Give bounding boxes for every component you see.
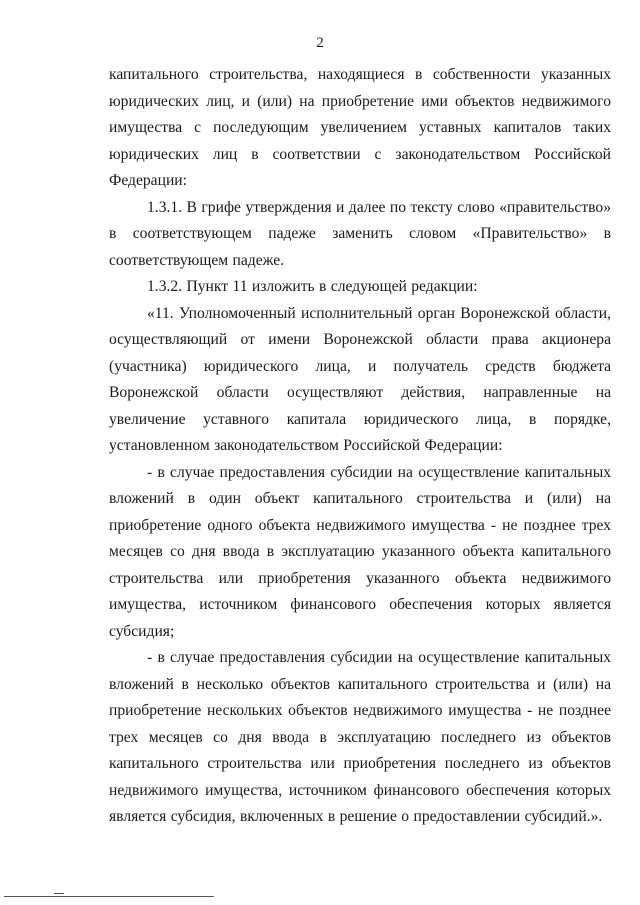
paragraph-continuation: капитального строительства, находящиеся в собственности указанных юридических лиц, и (или) на приобретение ими объектов недвижимого имущества с последующим увеличением уставных капиталов таких юридических лиц в соответствии с законодательством Российской Федерации: <box>109 66 611 189</box>
paragraph-bullet-one-object: - в случае предоставления субсидии на осуществление капитальных вложений в один объект капитального строительства и (или) на приобретение одного объекта недвижимого имущества - не позднее трех месяцев со дня ввода в эксплуатацию указанного объекта капитального строительства или приобретения указанного объекта недвижимого имущества, источником финансового обеспечения которых является субсидия; <box>109 463 611 640</box>
footer-divider-mark <box>54 893 64 894</box>
document-body <box>109 62 611 831</box>
paragraph-point-11: «11. Уполномоченный исполнительный орган Воронежской области, осуществляющий от имени Воронежской области права акционера (участника) юридического лица, и получатель средств бюджета Воронежской области осуществляют действия, направленные на увеличение уставного капитала юридического лица, в порядке, установленном законодательством Российской Федерации: <box>109 304 611 454</box>
paragraph-bullet-several-objects: - в случае предоставления субсидии на осуществление капитальных вложений в несколько объектов капитального строительства и (или) на приобретение нескольких объектов недвижимого имущества - не позднее трех месяцев со дня ввода в эксплуатацию последнего из объектов капитального строительства или приобретения последнего из объектов недвижимого имущества, источником финансового обеспечения которых является субсидия, включенных в решение о предоставлении субсидий.». <box>109 649 611 825</box>
paragraph-1-3-2: 1.3.2. Пункт 11 изложить в следующей редакции: <box>147 278 478 295</box>
paragraph-1-3-1: 1.3.1. В грифе утверждения и далее по тексту слово «правительство» в соответствующем падеже заменить словом «Правительство» в соответствующем падеже. <box>109 198 611 269</box>
page-number: 2 <box>316 35 324 51</box>
footer-divider <box>4 896 214 897</box>
